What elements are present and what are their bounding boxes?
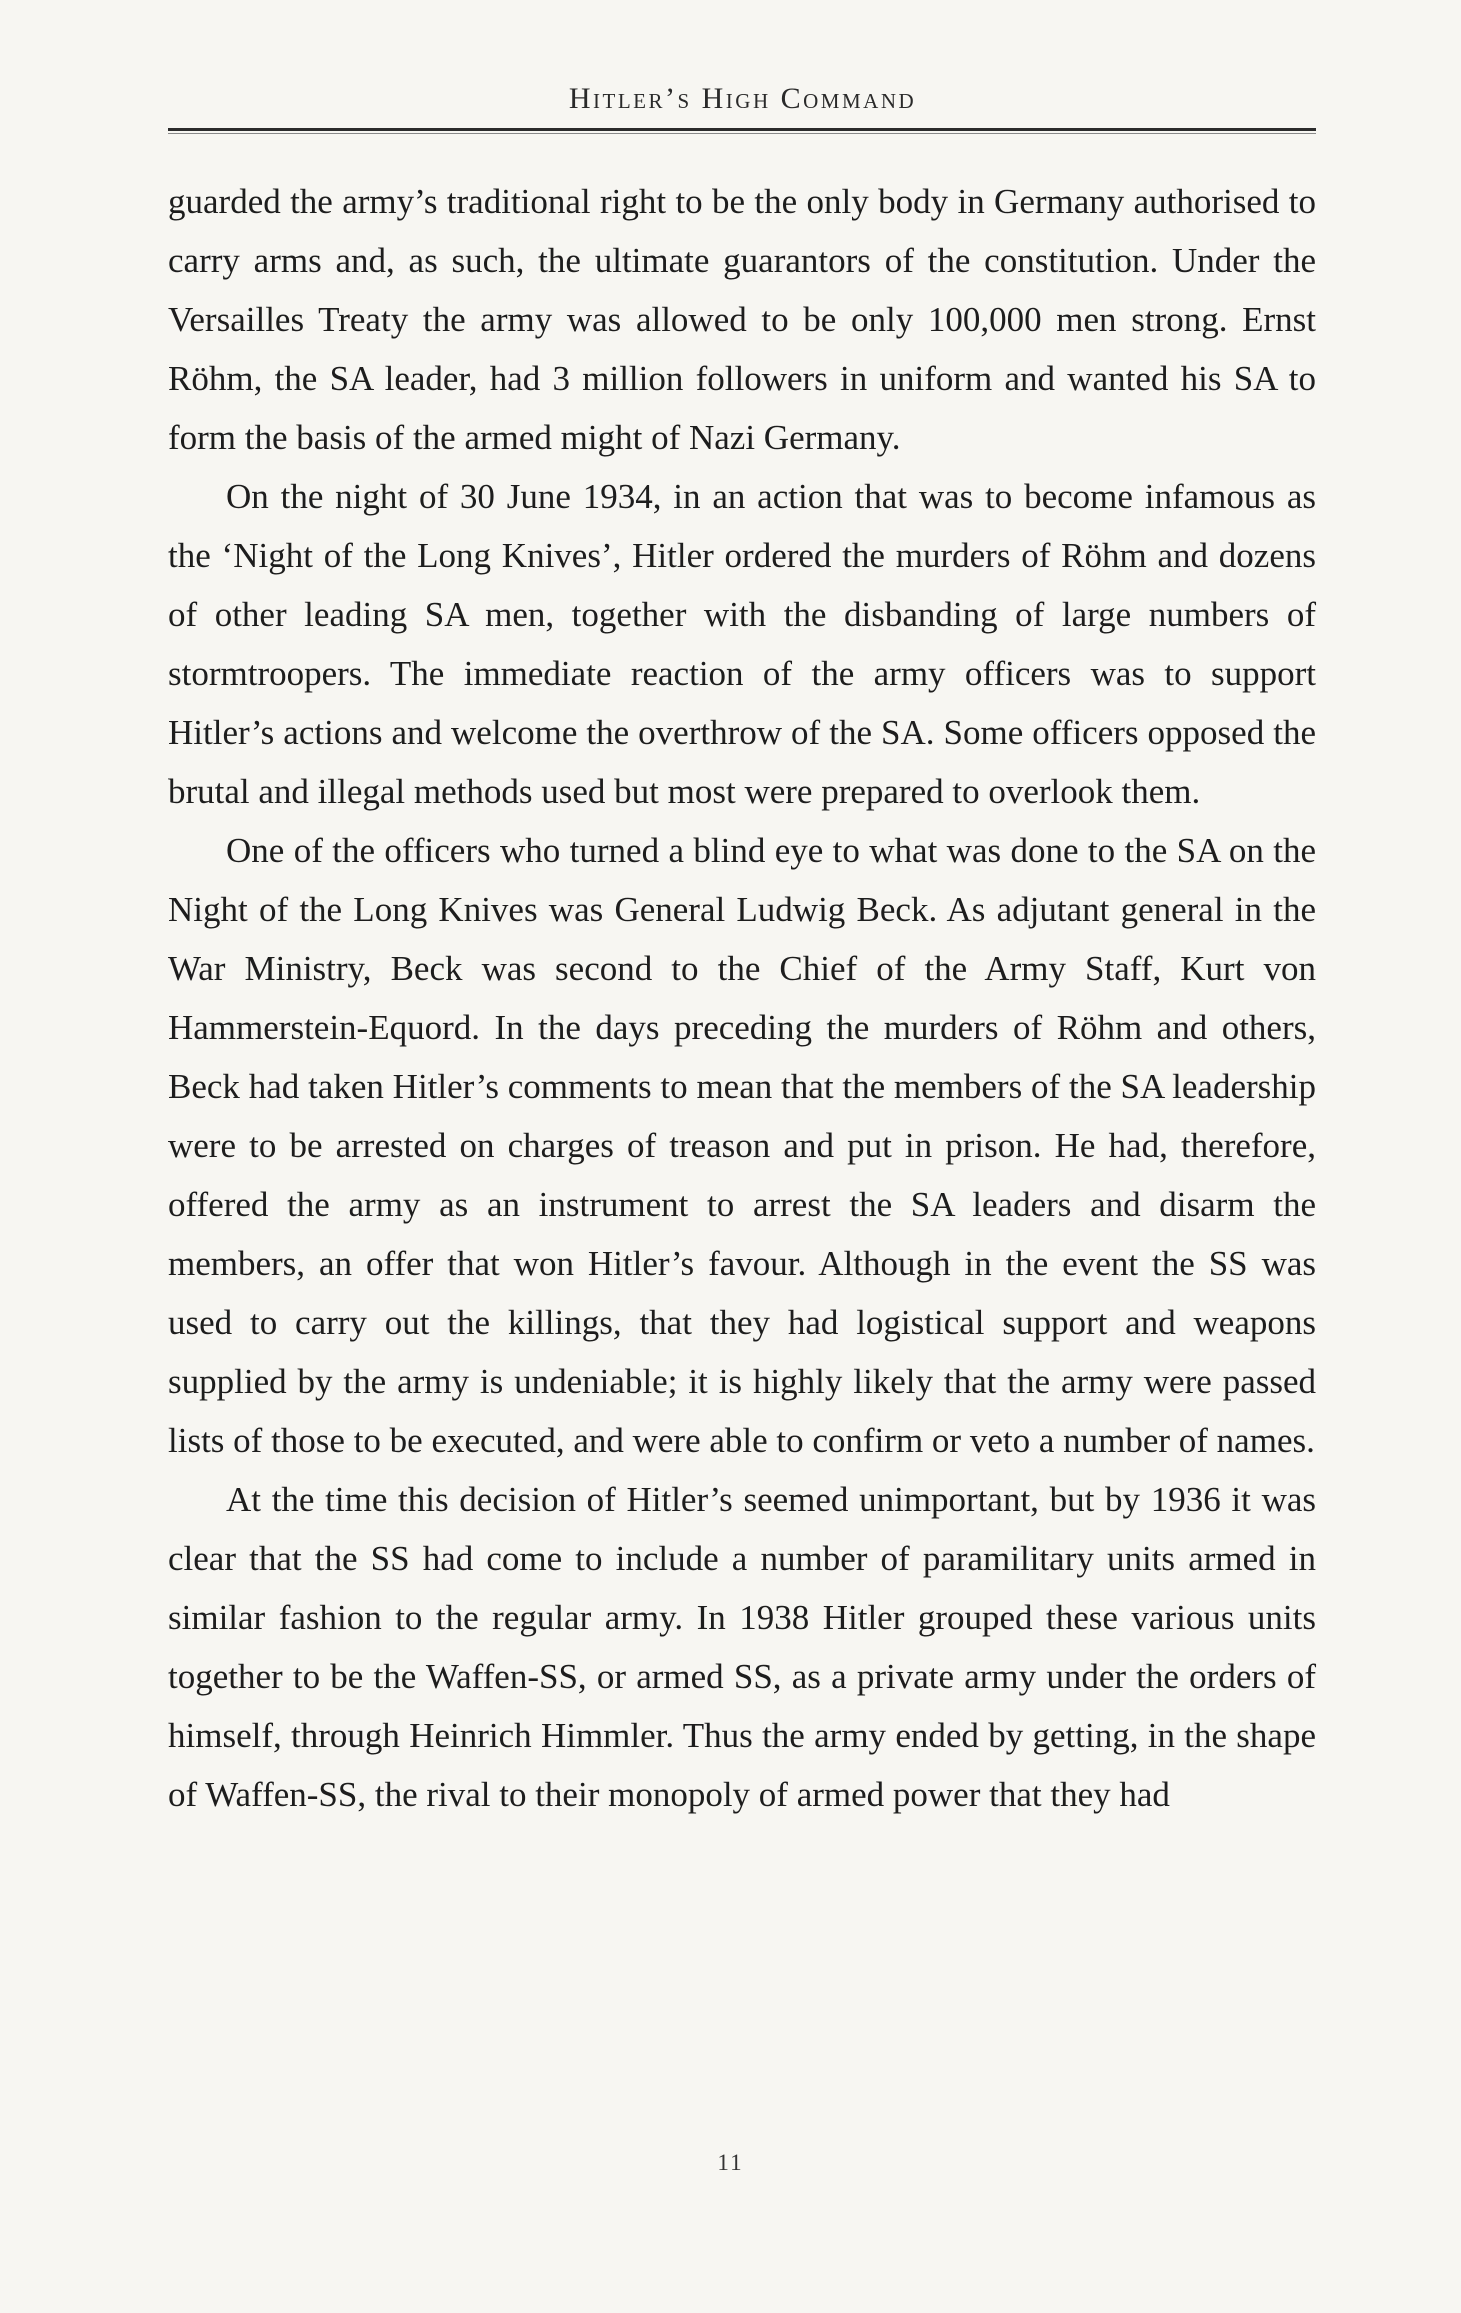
running-head: Hitler’s High Command	[568, 82, 917, 115]
paragraph-3: One of the officers who turned a blind eye to what was done to the SA on the Night of the Long Knives was General Ludwig Beck. As adjutant general in the War Ministry, Beck was second to the Chief of the Army Staff, Kurt von Hammerstein-Equord. In the days preceding the murders of Röhm and others, Beck had taken Hitler’s comments to mean that the members of the SA leadership were to be arrested on charges of treason and put in prison. He had, therefore, offered the army as an instrument to arrest the SA leaders and disarm the members, an offer that won Hitler’s favour. Although in the event the SS was used to carry out the killings, that they had logistical support and weapons supplied by the army is undeniable; it is highly likely that the army were passed lists of those to be executed, and were able to confirm or veto a number of names.	[168, 831, 1316, 1460]
body-text	[168, 172, 1316, 1824]
paragraph-1: guarded the army’s traditional right to be the only body in Germany authorised to carry arms and, as such, the ultimate guarantors of the constitution. Under the Versailles Treaty the army was allowed to be only 100,000 men strong. Ernst Röhm, the SA leader, had 3 million followers in uniform and wanted his SA to form the basis of the armed might of Nazi Germany.	[168, 182, 1316, 457]
paragraph-4: At the time this decision of Hitler’s seemed unimportant, but by 1936 it was clear that the SS had come to include a number of paramilitary units armed in similar fashion to the regular army. In 1938 Hitler grouped these various units together to be the Waffen-SS, or armed SS, as a private army under the orders of himself, through Heinrich Himmler. Thus the army ended by getting, in the shape of Waffen-SS, the rival to their monopoly of armed power that they had	[168, 1480, 1316, 1814]
paragraph-2: On the night of 30 June 1934, in an action that was to become infamous as the ‘Night of the Long Knives’, Hitler ordered the murders of Röhm and dozens of other leading SA men, together with the disbanding of large numbers of stormtroopers. The immediate reaction of the army officers was to support Hitler’s actions and welcome the overthrow of the SA. Some officers opposed the brutal and illegal methods used but most were prepared to overlook them.	[168, 477, 1316, 811]
header-rule-thin	[168, 133, 1316, 134]
page-number: 11	[717, 2150, 744, 2175]
header-rule	[168, 128, 1316, 131]
